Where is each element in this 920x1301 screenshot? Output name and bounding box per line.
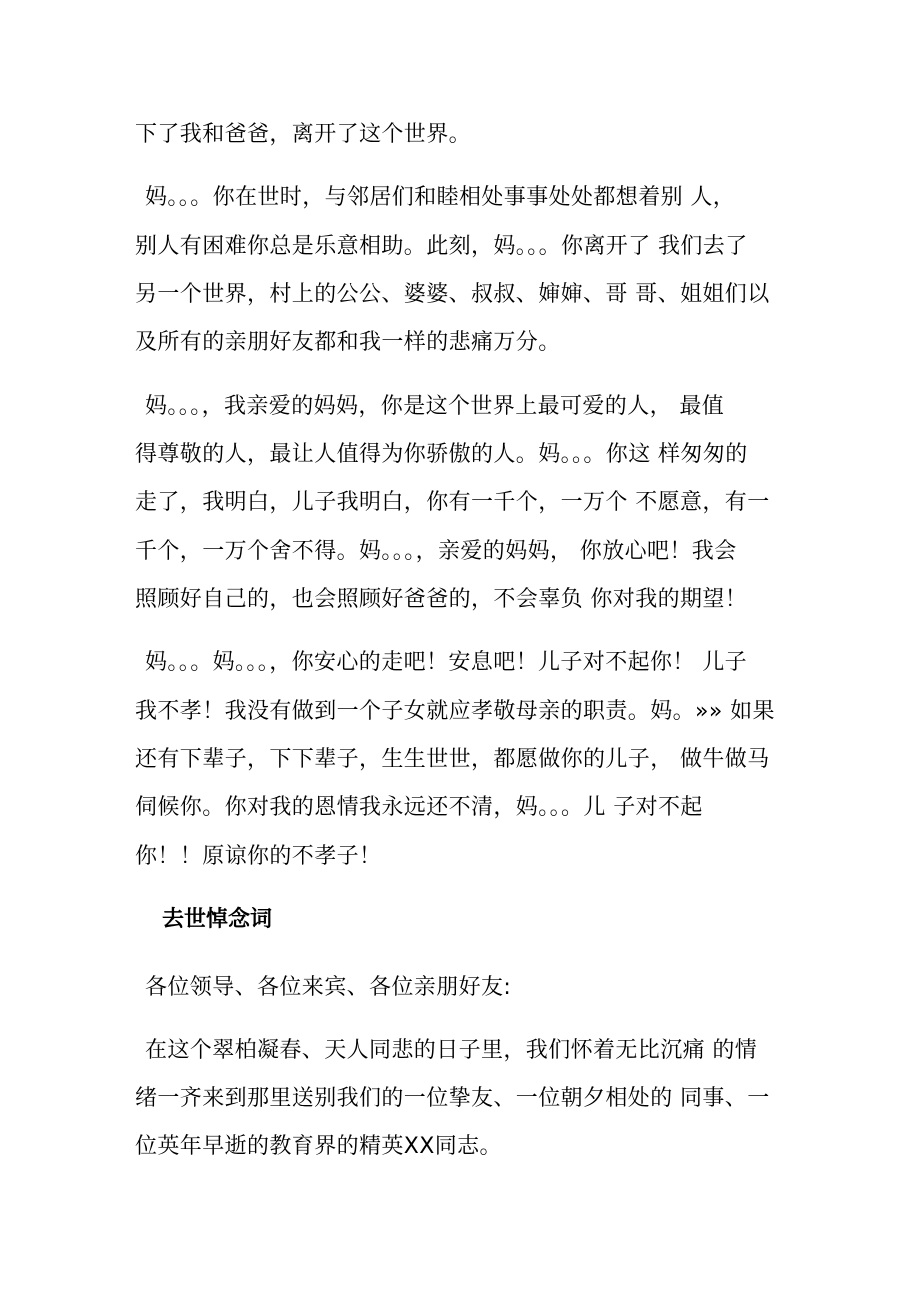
section-heading: 去世悼念词	[162, 907, 273, 932]
text-line: 还有下辈子，下下辈子，生生世世，都愿做你的儿子， 做牛做马	[135, 747, 770, 772]
text-line: 得尊敬的人，最让人值得为你骄傲的人。妈。。。你这 样匆匆的	[135, 442, 748, 467]
text-line: 下了我和爸爸，离开了这个世界。	[135, 122, 472, 147]
text-line: 另一个世界，村上的公公、婆婆、叔叔、婶婶、哥 哥、姐姐们以	[135, 282, 770, 307]
text-line: 走了，我明白，儿子我明白，你有一千个，一万个 不愿意，有一	[135, 490, 770, 515]
text-line: 我不孝！我没有做到一个子女就应孝敬母亲的职责。妈。»» 如果	[135, 699, 775, 724]
text-line: 各位领导、各位来宾、各位亲朋好友:	[145, 975, 512, 1000]
text-line: 照顾好自己的，也会照顾好爸爸的，不会辜负 你对我的期望！	[135, 587, 748, 612]
text-line: 妈。。。，我亲爱的妈妈，你是这个世界上最可爱的人， 最值	[145, 394, 725, 419]
text-line: 别人有困难你总是乐意相助。此刻，妈。。。你离开了 我们去了	[135, 234, 748, 259]
text-line: 妈。。。妈。。。，你安心的走吧！安息吧！儿子对不起你！ 儿子	[145, 650, 747, 675]
text-line: 及所有的亲朋好友都和我一样的悲痛万分。	[135, 330, 561, 355]
text-line: 位英年早逝的教育界的精英XX同志。	[135, 1134, 502, 1159]
text-line: 你！！原谅你的不孝子！	[135, 844, 382, 869]
text-line: 伺候你。你对我的恩情我永远还不清，妈。。。儿 子对不起	[135, 795, 703, 820]
text-line: 妈。。。你在世时，与邻居们和睦相处事事处处都想着别 人，	[145, 185, 736, 210]
text-line: 绪一齐来到那里送别我们的一位挚友、一位朝夕相处的 同事、一	[135, 1086, 770, 1111]
text-line: 千个，一万个舍不得。妈。。。，亲爱的妈妈， 你放心吧！我会	[135, 539, 737, 564]
text-line: 在这个翠柏凝春、天人同悲的日子里，我们怀着无比沉痛 的情	[145, 1038, 758, 1063]
